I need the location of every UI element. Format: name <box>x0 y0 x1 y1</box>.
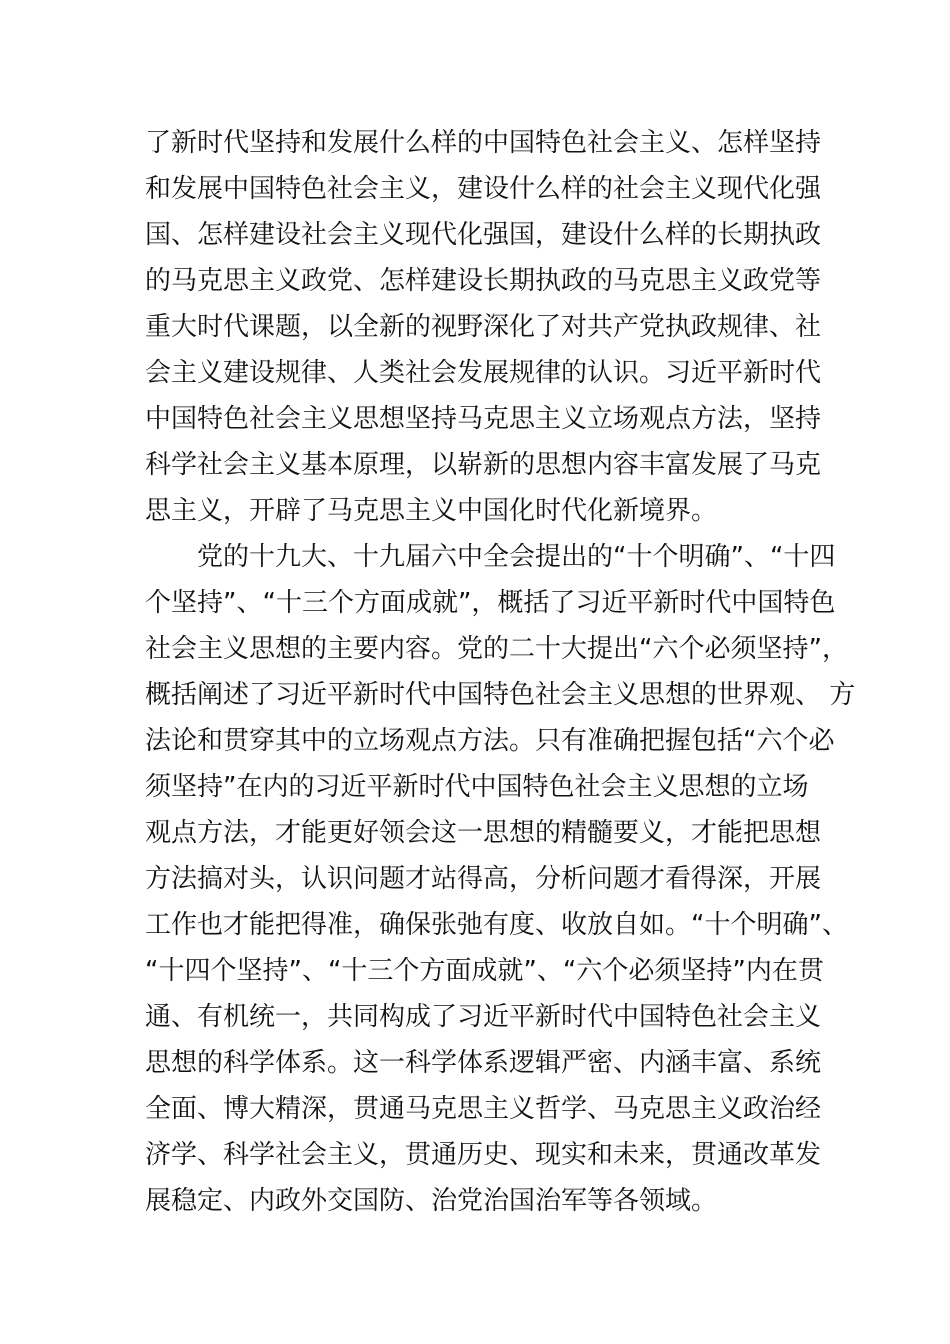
paragraph-1-line: 科学社会主义基本原理，以崭新的思想内容丰富发展了马克 <box>145 450 822 480</box>
paragraph-2-line: 展稳定、内政外交国防、治党治国治军等各领域。 <box>145 1186 718 1216</box>
paragraph-2-line: 观点方法，才能更好领会这一思想的精髓要义，才能把思想 <box>145 818 822 848</box>
paragraph-2-line: 概括阐述了习近平新时代中国特色社会主义思想的世界观、 方 <box>145 680 856 710</box>
paragraph-2-line: 社会主义思想的主要内容。党的二十大提出“六个必须坚持”， <box>145 634 848 664</box>
document-body <box>145 120 856 1224</box>
paragraph-2-line: 须坚持”在内的习近平新时代中国特色社会主义思想的立场 <box>145 772 809 802</box>
paragraph-2-line: “十四个坚持”、“十三个方面成就”、“六个必须坚持”内在贯 <box>145 956 824 986</box>
paragraph-1-line: 思主义，开辟了马克思主义中国化时代化新境界。 <box>145 496 718 526</box>
paragraph-1-line: 中国特色社会主义思想坚持马克思主义立场观点方法，坚持 <box>145 404 822 434</box>
paragraph-2 <box>145 534 856 1224</box>
paragraph-1-line: 重大时代课题，以全新的视野深化了对共产党执政规律、社 <box>145 312 822 342</box>
paragraph-1-line: 的马克思主义政党、怎样建设长期执政的马克思主义政党等 <box>145 266 822 296</box>
paragraph-1-line: 了新时代坚持和发展什么样的中国特色社会主义、怎样坚持 <box>145 128 822 158</box>
paragraph-2-line: 工作也才能把得准，确保张弛有度、收放自如。“十个明确”、 <box>145 910 848 940</box>
paragraph-1-line: 和发展中国特色社会主义，建设什么样的社会主义现代化强 <box>145 174 822 204</box>
paragraph-1 <box>145 120 822 534</box>
paragraph-2-line: 党的十九大、十九届六中全会提出的“十个明确”、“十四 <box>197 542 836 572</box>
paragraph-1-line: 国、怎样建设社会主义现代化强国，建设什么样的长期执政 <box>145 220 822 250</box>
paragraph-2-line: 思想的科学体系。这一科学体系逻辑严密、内涵丰富、系统 <box>145 1048 822 1078</box>
paragraph-2-line: 通、有机统一，共同构成了习近平新时代中国特色社会主义 <box>145 1002 822 1032</box>
paragraph-2-line: 个坚持”、“十三个方面成就”，概括了习近平新时代中国特色 <box>145 588 836 618</box>
paragraph-2-line: 济学、科学社会主义，贯通历史、现实和未来，贯通改革发 <box>145 1140 822 1170</box>
paragraph-2-line: 法论和贯穿其中的立场观点方法。只有准确把握包括“六个必 <box>145 726 835 756</box>
paragraph-1-line: 会主义建设规律、人类社会发展规律的认识。习近平新时代 <box>145 358 822 388</box>
paragraph-2-line: 全面、博大精深，贯通马克思主义哲学、马克思主义政治经 <box>145 1094 822 1124</box>
paragraph-2-line: 方法搞对头，认识问题才站得高，分析问题才看得深，开展 <box>145 864 822 894</box>
